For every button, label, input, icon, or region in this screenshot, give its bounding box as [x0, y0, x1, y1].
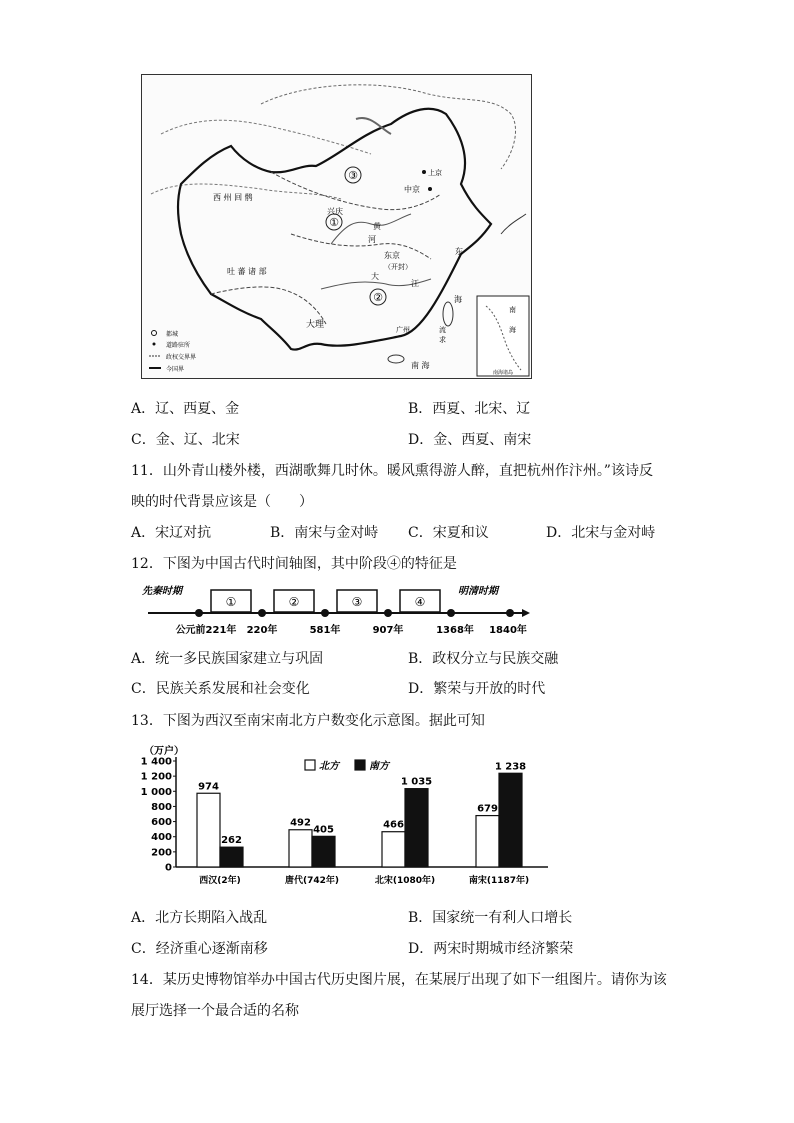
q10-option-c[interactable]: C．金、辽、北宋 [131, 432, 240, 448]
timeline-left-label: 先秦时期 [142, 586, 182, 597]
chart-value-label: 262 [221, 835, 242, 847]
q12-option-c[interactable]: C．民族关系发展和社会变化 [131, 681, 310, 697]
chart-y-tick-label: 200 [151, 847, 172, 859]
timeline-dot-3 [321, 609, 329, 617]
chart-y-axis-label: （万户） [144, 746, 184, 757]
chart-y-tick-label: 1 000 [140, 786, 172, 798]
timeline-tick-3: 581年 [309, 625, 341, 636]
chart-category-label: 唐代(742年) [284, 876, 340, 886]
hai-label: 海 [454, 295, 462, 304]
region-label-1: ① [329, 216, 339, 229]
huihu-label: 西 州 回 鹘 [213, 193, 253, 202]
timeline-dot-4 [384, 609, 392, 617]
chart-bar [220, 847, 243, 867]
da-label: 大 [371, 272, 379, 281]
chart-bar [405, 789, 428, 867]
inset-label: 南海诸岛 [492, 370, 514, 376]
chart-bar [499, 773, 522, 867]
chart-y-tick-label: 600 [151, 817, 172, 829]
chart-bar [289, 830, 312, 867]
chart-y-tick-label: 1 200 [140, 771, 172, 783]
q13-option-c[interactable]: C．经济重心逐渐南移 [131, 941, 268, 957]
shangjing-dot [422, 170, 426, 174]
legend-city-symbol [153, 343, 156, 346]
nanhai-label: 南 海 [411, 361, 430, 370]
q11-stem-line2: 映的时代背景应该是（ ） [131, 494, 313, 510]
q12-option-a[interactable]: A．统一多民族国家建立与巩固 [131, 651, 324, 667]
inset-char-hai: 海 [509, 326, 516, 334]
chart-category-label: 南宋(1187年) [468, 876, 530, 886]
q10-option-a[interactable]: A．辽、西夏、金 [131, 401, 240, 417]
chart-legend-label: 南方 [369, 761, 389, 772]
kaifeng-label: （开封） [384, 263, 412, 271]
chart-bar [312, 836, 335, 867]
xingqing-label: 兴庆 [327, 207, 343, 216]
inset-char-nan: 南 [509, 306, 516, 314]
chart-legend-label: 北方 [319, 761, 339, 772]
chart-legend-swatch [355, 760, 365, 770]
timeline-tick-5: 1368年 [436, 625, 474, 636]
region-label-3: ③ [348, 169, 358, 182]
legend-boundary-label: 政权交界界 [166, 354, 197, 361]
chart-bar [382, 832, 405, 867]
qiu-label: 求 [439, 336, 446, 344]
legend-capital-label: 都城 [166, 331, 179, 338]
chart-bar [197, 793, 220, 867]
zhongjing-label: 中京 [404, 185, 420, 194]
q11-option-d[interactable]: D．北宋与金对峙 [546, 525, 656, 541]
timeline-stage-label-4: ④ [414, 595, 426, 609]
shangjing-label: 上京 [428, 169, 442, 177]
timeline-dot-6 [506, 609, 514, 617]
q13-option-d[interactable]: D．两宋时期城市经济繁荣 [408, 941, 574, 957]
chart-value-label: 492 [290, 817, 311, 829]
south-sea-inset [477, 296, 529, 376]
chart-category-label: 西汉(2年) [199, 876, 241, 886]
chart-value-label: 679 [477, 803, 498, 815]
chart-legend [305, 760, 391, 772]
guangzhou-label: 广州 [396, 326, 410, 334]
q13-stem: 13．下图为西汉至南宋南北方户数变化示意图。据此可知 [131, 713, 485, 729]
q11-option-c[interactable]: C．宋夏和议 [408, 525, 489, 541]
q10-option-b[interactable]: B．西夏、北宋、辽 [408, 401, 531, 417]
q11-option-a[interactable]: A．宋辽对抗 [131, 525, 212, 541]
timeline-right-label: 明清时期 [458, 586, 498, 597]
huang-label: 黄 [373, 222, 381, 231]
chart-value-label: 1 238 [494, 761, 527, 773]
liu-label: 流 [439, 326, 446, 334]
chart-value-label: 405 [313, 824, 334, 836]
household-bar-chart [140, 740, 552, 892]
q13-option-b[interactable]: B．国家统一有利人口增长 [408, 910, 573, 926]
he-label: 河 [368, 235, 376, 244]
chart-value-label: 1 035 [400, 776, 433, 788]
chart-category-label: 北宋(1080年) [374, 876, 436, 886]
q10-option-d[interactable]: D．金、西夏、南宋 [408, 432, 532, 448]
q11-option-b[interactable]: B．南宋与金对峙 [270, 525, 379, 541]
chart-value-label: 466 [383, 819, 404, 831]
legend-city-label: 道路驻所 [166, 342, 191, 349]
chart-y-tick-label: 400 [151, 832, 172, 844]
jiang-label: 江 [411, 279, 419, 288]
timeline-stage-label-1: ① [225, 595, 237, 609]
q12-stem: 12．下图为中国古代时间轴图，其中阶段④的特征是 [131, 556, 457, 572]
region-label-2: ② [373, 291, 383, 304]
chart-y-tick-label: 800 [151, 801, 172, 813]
dong-label: 东 [455, 247, 463, 256]
chart-value-label: 974 [198, 781, 219, 793]
timeline-stage-label-2: ② [288, 595, 300, 609]
history-timeline [140, 582, 530, 638]
q13-option-a[interactable]: A．北方长期陷入战乱 [131, 910, 268, 926]
chart-y-tick-label: 0 [165, 862, 172, 874]
tubo-label: 吐 蕃 诸 部 [227, 267, 267, 276]
chart-y-tick-label: 1 400 [140, 756, 172, 768]
timeline-tick-1: 公元前221年 [175, 625, 237, 636]
timeline-dot-5 [447, 609, 455, 617]
chart-bar [476, 816, 499, 867]
timeline-arrow [522, 609, 530, 617]
zhongjing-dot [428, 187, 432, 191]
q12-option-b[interactable]: B．政权分立与民族交融 [408, 651, 559, 667]
timeline-tick-2: 220年 [246, 625, 278, 636]
timeline-dot-1 [195, 609, 203, 617]
legend-border-label: 今国界 [166, 366, 185, 373]
dali-label: 大理 [306, 320, 325, 330]
q12-option-d[interactable]: D．繁荣与开放的时代 [408, 681, 546, 697]
q14-stem-line1: 14．某历史博物馆举办中国古代历史图片展，在某展厅出现了如下一组图片。请你为该 [131, 972, 667, 988]
timeline-tick-6: 1840年 [489, 625, 527, 636]
timeline-stage-label-3: ③ [351, 595, 363, 609]
dongjing-label: 东京 [384, 251, 400, 260]
chart-legend-swatch [305, 760, 315, 770]
q14-stem-line2: 展厅选择一个最合适的名称 [131, 1003, 299, 1019]
song-era-map [141, 74, 532, 379]
timeline-dot-2 [258, 609, 266, 617]
q11-stem-line1: 11．山外青山楼外楼，西湖歌舞几时休。暖风熏得游人醉，直把杭州作汴州。”该诗反 [131, 463, 653, 479]
timeline-tick-4: 907年 [372, 625, 404, 636]
